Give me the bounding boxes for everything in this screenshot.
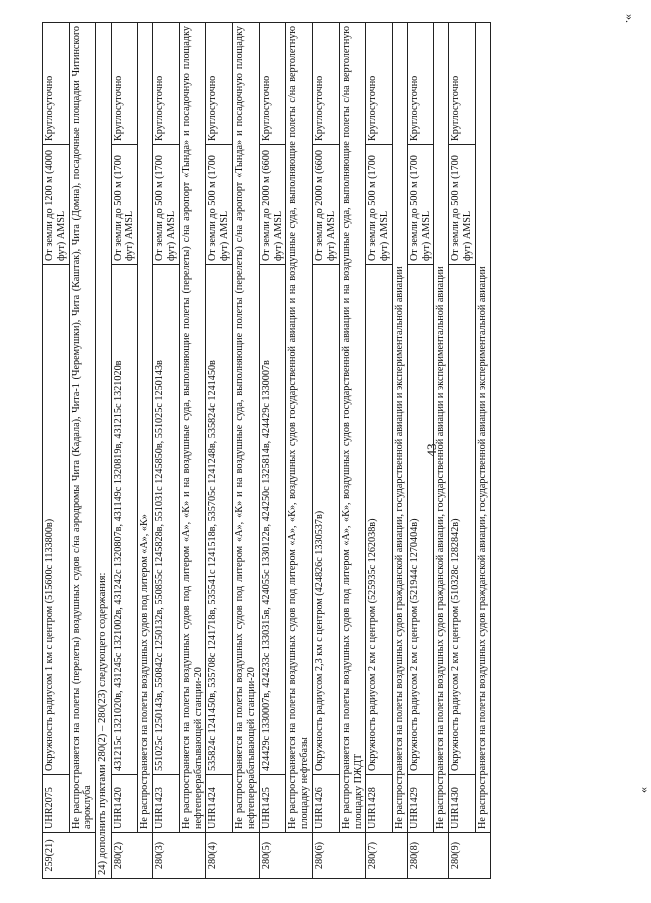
- zone-time: Круглосуточно: [111, 23, 138, 145]
- closing-quote-mark: ».: [623, 14, 637, 23]
- zone-code: UHR1429: [407, 775, 434, 833]
- zone-time: Круглосуточно: [313, 23, 340, 145]
- zone-note: Не распространяется на полеты воздушных судов под литером «А», «К»: [138, 23, 153, 833]
- zone-time: Круглосуточно: [153, 23, 180, 145]
- zone-time: Круглосуточно: [366, 23, 393, 145]
- zone-note: Не распространяется на полеты воздушных судов под литером «А», «К», воздушных судов государственной авиации и на воздушные суда, выполняющие полеты с/на вертолетную площадку нефтебазы: [286, 23, 313, 833]
- zone-note: Не распространяется на полеты воздушных судов под литером «А», «К», воздушных судов государственной авиации и на воздушные суда, выполняющие полеты с/на вертолетную площадку ПЖДТ: [339, 23, 366, 833]
- zone-coordinates: Окружность радиусом 2 км с центром (525935с 1262038в): [366, 265, 393, 775]
- zone-code: UHR1424: [206, 775, 233, 833]
- zone-time: Круглосуточно: [259, 23, 286, 145]
- table-row: [434, 23, 449, 879]
- zone-height: От земли до 500 м (1700 фут) AMSL: [111, 145, 138, 265]
- zone-height: От земли до 1200 м (4000 фут) AMSL: [43, 145, 70, 265]
- zone-height: От земли до 2000 м (6600 фут) AMSL: [259, 145, 286, 265]
- zone-code: UHR2075: [43, 775, 70, 833]
- entry-number: 259(21): [43, 833, 96, 879]
- table-row: [366, 23, 393, 879]
- table-row: [206, 23, 233, 879]
- zone-coordinates: 535824с 1241450в, 535708с 1241718в, 535541с 1241518в, 535705с 1241248в, 535824с 1241450в: [206, 265, 233, 775]
- zone-note: Не распространяется на полеты воздушных судов гражданской авиации, государственной авиации и экспериментальной авиации: [475, 23, 490, 833]
- zone-code: UHR1423: [153, 775, 180, 833]
- zone-coordinates: Окружность радиусом 2,3 км с центром (424826с 1330537в): [313, 265, 340, 775]
- table-row: [111, 23, 138, 879]
- table-row: [286, 23, 313, 879]
- table-row: [153, 23, 180, 879]
- entry-number: 280(7): [366, 833, 407, 879]
- airspace-zones-table: [42, 22, 491, 879]
- zone-time: Круглосуточно: [449, 23, 476, 145]
- table-row: [179, 23, 206, 879]
- table-row: [313, 23, 340, 879]
- zone-note: Не распространяется на полеты воздушных судов гражданской авиации, государственной авиации и экспериментальной авиации: [434, 23, 449, 833]
- zone-note: Не распространяется на полеты воздушных судов под литером «А», «К» и на воздушные суда, выполняющие полеты (перелеты) с/на аэропорт «Тында» и посадочную площадку нефтеперерабатывающей станции-20: [179, 23, 206, 833]
- table-row: [69, 23, 96, 879]
- zone-note: Не распространяется на полеты воздушных судов под литером «А», «К» и на воздушные суда, выполняющие полеты (перелеты) с/на аэропорт «Тында» и посадочную площадку нефтеперерабатывающей станции-20: [233, 23, 260, 833]
- entry-number: 280(4): [206, 833, 259, 879]
- table-row: [43, 23, 70, 879]
- zone-height: От земли до 500 м (1700 фут) AMSL: [206, 145, 233, 265]
- opening-quote-mark: «: [636, 787, 650, 793]
- zone-coordinates: 551025с 1250143в, 550842с 1250132в, 550855с 1245828в, 551031с 1245850в, 551025с 1250143в: [153, 265, 180, 775]
- table-row: [259, 23, 286, 879]
- table-row: [449, 23, 476, 879]
- zone-coordinates: Окружность радиусом 2 км с центром (510328с 1282842в): [449, 265, 476, 775]
- entry-number: 280(2): [111, 833, 152, 879]
- zone-note: Не распространяется на полеты (перелеты) воздушных судов с/на аэродромы Чита (Кадала), Чита-1 (Черемушки), Чита (Каштак), Чита (Домна), посадочные площадки Читинского аэроклуба: [69, 23, 96, 833]
- zone-code: UHR1428: [366, 775, 393, 833]
- zone-code: UHR1426: [313, 775, 340, 833]
- entry-number: 280(8): [407, 833, 448, 879]
- zone-note: Не распространяется на полеты воздушных судов гражданской авиации, государственной авиации и экспериментальной авиации: [392, 23, 407, 833]
- zone-time: Круглосуточно: [407, 23, 434, 145]
- zone-time: Круглосуточно: [206, 23, 233, 145]
- zone-coordinates: Окружность радиусом 2 км с центром (521944с 1270404в): [407, 265, 434, 775]
- zone-height: От земли до 500 м (1700 фут) AMSL: [407, 145, 434, 265]
- table-row: [233, 23, 260, 879]
- zone-coordinates: Окружность радиусом 1 км с центром (515600с 1133800в): [43, 265, 70, 775]
- zone-height: От земли до 2000 м (6600 фут) AMSL: [313, 145, 340, 265]
- table-row: [138, 23, 153, 879]
- table-row: [407, 23, 434, 879]
- section-heading: 24) дополнить пунктами 280(2) – 280(23) следующего содержания:: [96, 23, 111, 879]
- zone-coordinates: 431215с 1321020в, 431245с 1321002в, 431242с 1320807в, 431149с 1320819в, 431215с 1321020в: [111, 265, 138, 775]
- zone-height: От земли до 500 м (1700 фут) AMSL: [153, 145, 180, 265]
- zone-coordinates: 424429с 1330007в, 424233с 1330315в, 424055с 1330122в, 424250с 1325814в, 424429с 1330007в: [259, 265, 286, 775]
- table-row: [475, 23, 490, 879]
- zone-height: От земли до 500 м (1700 фут) AMSL: [449, 145, 476, 265]
- zone-height: От земли до 500 м (1700 фут) AMSL: [366, 145, 393, 265]
- zone-code: UHR1425: [259, 775, 286, 833]
- page-number: 43: [424, 443, 439, 457]
- entry-number: 280(3): [153, 833, 206, 879]
- zone-code: UHR1430: [449, 775, 476, 833]
- section-heading-row: [96, 23, 111, 879]
- table-row: [339, 23, 366, 879]
- zone-time: Круглосуточно: [43, 23, 70, 145]
- table-row: [392, 23, 407, 879]
- zone-code: UHR1420: [111, 775, 138, 833]
- entry-number: 280(6): [313, 833, 366, 879]
- entry-number: 280(5): [259, 833, 312, 879]
- entry-number: 280(9): [449, 833, 490, 879]
